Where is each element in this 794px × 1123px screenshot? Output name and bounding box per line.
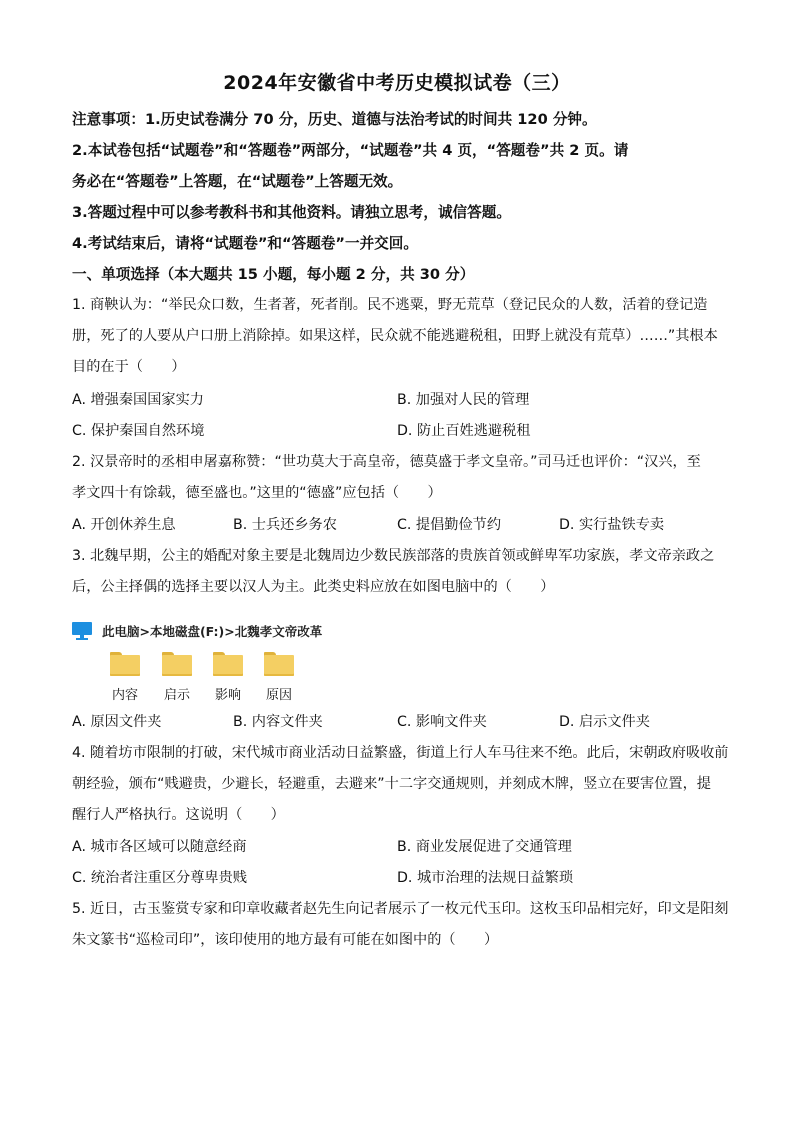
q3-option-d: D. 启示文件夹 [559,714,650,730]
q2-option-a: A. 开创休养生息 [72,517,176,533]
q4-stem-line-2: 朝经验，颁布“贱避贵，少避长，轻避重，去避来”十二字交通规则，并刻成木牌，竖立在要害位置，提 [72,776,711,792]
q5-stem-line-2: 朱文篆书“巡检司印”，该印使用的地方最有可能在如图中的（ ） [72,932,499,948]
notes-line-1: 注意事项：1.历史试卷满分 70 分，历史、道德与法治考试的时间共 120 分钟。 [72,111,597,128]
explorer-breadcrumb [72,620,322,642]
q1-option-b: B. 加强对人民的管理 [397,392,530,408]
q2-option-d: D. 实行盐铁专卖 [559,517,665,533]
section-heading: 一、单项选择（本大题共 15 小题，每小题 2 分，共 30 分） [72,266,475,283]
notes-line-4: 3.答题过程中可以参考教科书和其他资料。请独立思考，诚信答题。 [72,204,511,221]
q2-option-b: B. 士兵还乡务农 [233,517,337,533]
q3-option-c: C. 影响文件夹 [397,714,487,730]
q2-option-c: C. 提倡勤俭节约 [397,517,502,533]
q1-stem-line-3: 目的在于（ ） [72,359,186,375]
q3-stem-line-2: 后，公主择偶的选择主要以汉人为主。此类史料应放在如图电脑中的（ ） [72,579,555,595]
folder-label-influence: 影响 [214,688,241,703]
folder-icon [213,652,243,676]
q1-option-a: A. 增强秦国国家实力 [72,392,204,408]
q4-option-c: C. 统治者注重区分尊卑贵贱 [72,870,247,886]
folder-label-cause: 原因 [265,688,292,703]
q3-option-b: B. 内容文件夹 [233,714,323,730]
q3-stem-line-1: 3. 北魏早期，公主的婚配对象主要是北魏周边少数民族部落的贵族首领或鲜卑军功家族，孝文帝亲政之 [72,548,715,564]
q4-stem-line-1: 4. 随着坊市限制的打破，宋代城市商业活动日益繁盛，街道上行人车马往来不绝。此后，宋朝政府吸收前 [72,745,729,761]
notes-line-2: 2.本试卷包括“试题卷”和“答题卷”两部分，“试题卷”共 4 页，“答题卷”共 2 页。请 [72,142,629,159]
q5-stem-line-1: 5. 近日，古玉鉴赏专家和印章收藏者赵先生向记者展示了一枚元代玉印。这枚玉印品相完好，印文是阳刻 [72,901,729,917]
q3-option-a: A. 原因文件夹 [72,714,162,730]
q4-option-a: A. 城市各区域可以随意经商 [72,839,247,855]
q1-stem-line-2: 册，死了的人要从户口册上消除掉。如果这样，民众就不能逃避税租，田野上就没有荒草）……”其根本 [72,328,718,344]
notes-line-5: 4.考试结束后，请将“试题卷”和“答题卷”一并交回。 [72,235,418,252]
q4-option-d: D. 城市治理的法规日益繁琐 [397,870,574,886]
page-title: 2024年安徽省中考历史模拟试卷（三） [223,72,571,94]
notes-line-3: 务必在“答题卷”上答题，在“试题卷”上答题无效。 [72,173,403,190]
q1-option-d: D. 防止百姓逃避税租 [397,423,531,439]
q2-stem-line-1: 2. 汉景帝时的丞相申屠嘉称赞：“世功莫大于高皇帝，德莫盛于孝文皇帝。”司马迁也评价：“汉兴，至 [72,454,701,470]
breadcrumb-path: 此电脑>本地磁盘(F:)>北魏孝文帝改革 [102,624,323,639]
folder-label-content: 内容 [111,688,138,703]
q1-stem-line-1: 1. 商鞅认为：“举民众口数，生者著，死者削。民不逃粟，野无荒草（登记民众的人数，活着的登记造 [72,297,708,313]
folder-icon [264,652,294,676]
q1-option-c: C. 保护秦国自然环境 [72,423,205,439]
folder-icon [110,652,140,676]
q4-option-b: B. 商业发展促进了交通管理 [397,839,572,855]
q2-stem-line-2: 孝文四十有馀载，德至盛也。”这里的“德盛”应包括（ ） [72,485,442,501]
folder-label-inspiration: 启示 [163,688,190,703]
q4-stem-line-3: 醒行人严格执行。这说明（ ） [72,807,285,823]
folder-icon [162,652,192,676]
computer-icon [72,622,92,640]
